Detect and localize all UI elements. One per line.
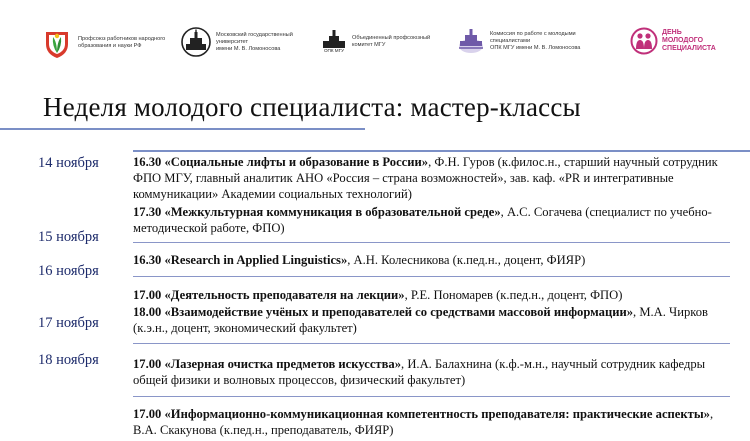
entry-separator <box>133 396 730 397</box>
msu-logo <box>180 26 293 58</box>
masterclass-title: 16.30 «Социальные лифты и образование в России» <box>133 155 429 169</box>
young-specialist-day-text <box>662 29 716 53</box>
masterclass-speaker: , Ф.Н. Гуров (к.филос.н., старший научный сотрудник ФПО МГУ, главный аналитик АНО «Россия – страна возможностей», зав. каф. «PR и интегративные коммуникации» Академии социальных технологий) <box>133 155 718 201</box>
logo-caption-line: МОЛОДОГО <box>662 37 704 44</box>
entry-separator <box>133 343 730 344</box>
young-specialists-commission-logo <box>457 26 580 56</box>
logo-caption-line: Объединенный профсоюзный <box>352 34 431 41</box>
opk-msu-mark-text: ОПК МГУ <box>323 48 345 53</box>
opk-msu-mark <box>322 30 346 53</box>
date-label: 18 ноября <box>38 352 99 368</box>
masterclass-entry <box>133 356 733 388</box>
masterclass-entry <box>133 204 733 236</box>
page-title: Неделя молодого специалиста: мастер-классы <box>43 92 581 122</box>
entry-separator <box>133 242 730 243</box>
opk-msu-logo <box>322 30 430 53</box>
masterclass-entry <box>133 406 733 438</box>
logo-caption-line: ДЕНЬ <box>662 29 682 36</box>
entry-separator <box>133 276 730 277</box>
logo-caption-line: Московский государственный <box>216 31 293 38</box>
title-underline <box>0 128 365 130</box>
msu-building-icon <box>180 26 212 58</box>
masterclass-title: 16.30 «Research in Applied Linguistics» <box>133 253 348 267</box>
young-specialists-commission-icon <box>457 26 485 56</box>
masterclass-speaker: , М.А. Чирков (к.э.н., доцент, экономический факультет) <box>133 305 708 335</box>
logo-caption-line: комитет МГУ <box>352 41 386 48</box>
masterclass-title: 17.00 «Деятельность преподавателя на лекции» <box>133 288 405 302</box>
date-label: 17 ноября <box>38 315 99 331</box>
logo-caption-line: образования и науки РФ <box>78 43 142 49</box>
date-label: 15 ноября <box>38 229 99 245</box>
trade-union-logo-icon <box>40 26 74 60</box>
logo-caption-line: университет <box>216 38 249 45</box>
logo-caption-line: ОПК МГУ имени М. В. Ломоносова <box>490 44 581 51</box>
masterclass-entry <box>133 287 733 303</box>
masterclass-speaker: , А.С. Согачева (специалист по учебно-методической работе, ФПО) <box>133 205 712 235</box>
masterclass-entry <box>133 154 733 202</box>
logo-caption-line: имени М. В. Ломоносова <box>216 45 281 52</box>
masterclass-title: 17.00 «Информационно-коммуникационная компетентность преподавателя: практические аспекты» <box>133 407 710 421</box>
masterclass-speaker: , А.Н. Колесникова (к.пед.н., доцент, ФИЯР) <box>347 253 586 267</box>
trade-union-logo <box>40 26 165 60</box>
masterclass-title: 18.00 «Взаимодействие учёных и преподавателей со средствами массовой информации» <box>133 305 634 319</box>
masterclass-entry <box>133 252 733 268</box>
young-specialist-day-icon <box>630 27 658 55</box>
logo-caption-line: Комиссия по работе с молодыми <box>490 30 576 37</box>
young-specialist-day-logo <box>630 27 716 55</box>
logo-header <box>0 0 750 68</box>
logo-caption-line: СПЕЦИАЛИСТА <box>662 45 716 52</box>
masterclass-title: 17.30 «Межкультурная коммуникация в образовательной среде» <box>133 205 501 219</box>
logo-caption-line: Профсоюз работников народного <box>78 36 166 42</box>
masterclass-speaker: , И.А. Балахнина (к.ф.-м.н., научный сотрудник кафедры общей физики и волновых процессов, физический факультет) <box>133 357 706 387</box>
masterclass-entry <box>133 304 733 336</box>
date-label: 14 ноября <box>38 155 99 171</box>
date-label: 16 ноября <box>38 263 99 279</box>
masterclass-title: 17.00 «Лазерная очистка предметов искусства» <box>133 357 402 371</box>
logo-caption-line: специалистами <box>490 37 531 44</box>
content-top-rule <box>133 150 750 152</box>
masterclass-speaker: , Р.Е. Пономарев (к.пед.н., доцент, ФПО) <box>404 288 623 302</box>
masterclass-speaker: , В.А. Скакунова (к.пед.н., преподаватель, ФИЯР) <box>133 407 714 437</box>
opk-msu-logo-icon <box>322 30 346 48</box>
